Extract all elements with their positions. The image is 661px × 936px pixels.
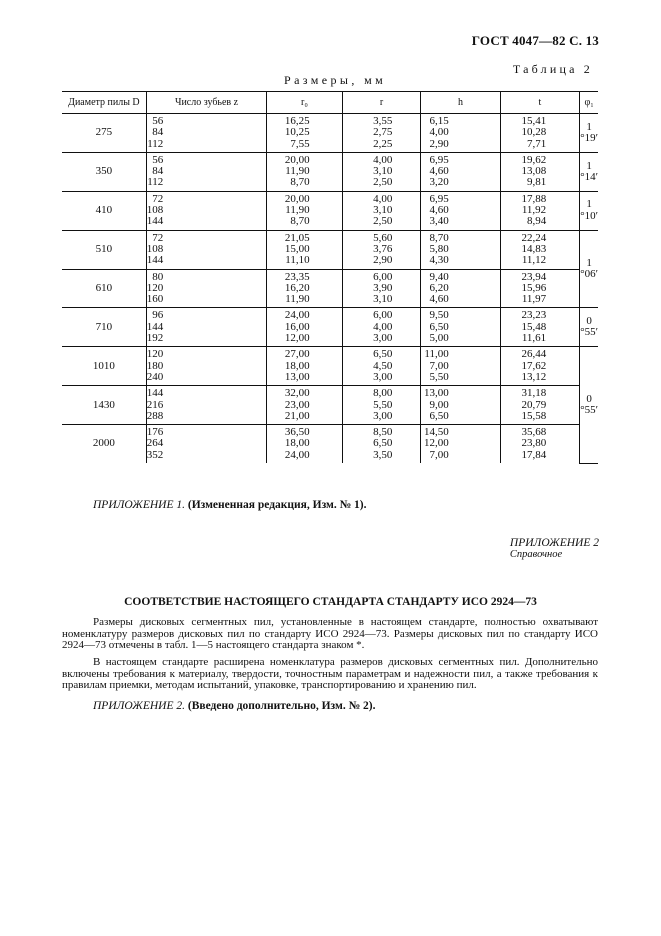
cell-value: 8,94 bbox=[526, 215, 547, 228]
cell-value: 3,10 bbox=[373, 204, 393, 217]
cell-value: 8,70 bbox=[429, 231, 449, 244]
cell-value: 4,00 bbox=[373, 153, 393, 166]
cell-value: 144 bbox=[146, 387, 164, 400]
cell-value: 10,28 bbox=[521, 126, 547, 139]
table-row bbox=[62, 425, 598, 463]
cell-value: 11,97 bbox=[521, 293, 547, 306]
cell-value: 56 bbox=[152, 115, 164, 127]
cell-value: 144 bbox=[146, 215, 164, 228]
cell-value: 23,80 bbox=[521, 437, 547, 450]
cell-value: 9,81 bbox=[526, 176, 547, 189]
cell-value: 13,08 bbox=[521, 165, 547, 178]
cell-r bbox=[342, 269, 421, 308]
cell-value: 13,12 bbox=[521, 370, 547, 383]
cell-value: 7,00 bbox=[429, 448, 449, 461]
cell-value: 21,00 bbox=[284, 409, 310, 422]
cell-value: 10,25 bbox=[284, 126, 310, 139]
cell-value: 4,00 bbox=[373, 192, 393, 205]
cell-value: 16,25 bbox=[284, 115, 310, 127]
cell-value: 216 bbox=[146, 398, 164, 411]
cell-value: 31,18 bbox=[521, 387, 547, 400]
cell-value: 3,50 bbox=[373, 448, 393, 461]
cell-value: 20,00 bbox=[284, 192, 310, 205]
cell-value: 7,55 bbox=[290, 137, 310, 150]
cell-r0 bbox=[267, 347, 342, 386]
cell-h bbox=[421, 152, 500, 191]
cell-value: 14,83 bbox=[521, 242, 547, 255]
col-header-phi: φ₁ bbox=[580, 92, 598, 114]
cell-diameter: 350 bbox=[62, 152, 146, 191]
cell-value: 4,60 bbox=[429, 204, 449, 217]
cell-value: 24,00 bbox=[284, 309, 310, 322]
col-header-t: t bbox=[500, 92, 579, 114]
cell-value: 9,00 bbox=[429, 398, 449, 411]
cell-value: 192 bbox=[146, 332, 164, 345]
cell-phi: 1 °19′ bbox=[580, 114, 598, 153]
cell-t bbox=[500, 230, 579, 269]
cell-value: 24,00 bbox=[284, 448, 310, 461]
paragraph-1: Размеры дисковых сегментных пил, установленные в настоящем стандарте, полностью охватывают номенклатуру размеров дисковых пил по стандарту ИСО 2924—73. Размеры дисковых пил по стандарту ИСО 2924—73 отмечены в табл. 1—5 настоящего стандарта знаком *. bbox=[62, 616, 598, 652]
cell-phi: 1 °14′ bbox=[580, 152, 598, 191]
cell-r bbox=[342, 386, 421, 425]
cell-phi: 0 °55′ bbox=[580, 347, 598, 463]
cell-value: 27,00 bbox=[284, 348, 310, 361]
cell-value: 16,20 bbox=[284, 281, 310, 294]
cell-value: 6,00 bbox=[373, 309, 393, 322]
cell-h bbox=[421, 347, 500, 386]
cell-value: 8,00 bbox=[373, 387, 393, 400]
cell-z bbox=[146, 230, 267, 269]
cell-value: 108 bbox=[146, 242, 164, 255]
cell-diameter: 1010 bbox=[62, 347, 146, 386]
cell-value: 14,50 bbox=[423, 426, 449, 439]
cell-value: 72 bbox=[152, 231, 164, 244]
cell-value: 4,50 bbox=[373, 359, 393, 372]
cell-value: 80 bbox=[152, 270, 164, 283]
table-row bbox=[62, 191, 598, 230]
cell-z bbox=[146, 308, 267, 347]
page-header: ГОСТ 4047—82 С. 13 bbox=[471, 33, 599, 48]
cell-value: 144 bbox=[146, 254, 164, 267]
cell-value: 264 bbox=[146, 437, 164, 450]
cell-value: 3,10 bbox=[373, 293, 393, 306]
cell-h bbox=[421, 386, 500, 425]
appendix2-note-text: (Введено дополнительно, Изм. № 2). bbox=[187, 700, 376, 712]
cell-h bbox=[421, 191, 500, 230]
cell-value: 96 bbox=[152, 309, 164, 322]
cell-r bbox=[342, 191, 421, 230]
cell-value: 15,96 bbox=[521, 281, 547, 294]
cell-r bbox=[342, 152, 421, 191]
cell-value: 3,10 bbox=[373, 165, 393, 178]
cell-value: 15,00 bbox=[284, 242, 310, 255]
cell-value: 6,95 bbox=[429, 192, 449, 205]
dimensions-table bbox=[62, 91, 598, 464]
cell-t bbox=[500, 152, 579, 191]
cell-value: 21,05 bbox=[284, 231, 310, 244]
cell-value: 5,50 bbox=[429, 370, 449, 383]
cell-h bbox=[421, 269, 500, 308]
cell-value: 11,92 bbox=[521, 204, 547, 217]
cell-value: 4,00 bbox=[373, 320, 393, 333]
cell-diameter: 1430 bbox=[62, 386, 146, 425]
cell-value: 35,68 bbox=[521, 426, 547, 439]
cell-value: 12,00 bbox=[284, 332, 310, 345]
cell-value: 3,00 bbox=[373, 332, 393, 345]
table-row bbox=[62, 269, 598, 308]
cell-value: 160 bbox=[146, 293, 164, 306]
cell-value: 9,40 bbox=[429, 270, 449, 283]
cell-value: 36,50 bbox=[284, 426, 310, 439]
cell-phi: 1 °06′ bbox=[580, 230, 598, 308]
cell-value: 7,00 bbox=[429, 359, 449, 372]
table-row bbox=[62, 230, 598, 269]
cell-value: 23,23 bbox=[521, 309, 547, 322]
cell-value: 22,24 bbox=[521, 231, 547, 244]
cell-value: 3,40 bbox=[429, 215, 449, 228]
cell-value: 11,10 bbox=[285, 254, 310, 267]
cell-value: 3,90 bbox=[373, 281, 393, 294]
cell-value: 2,90 bbox=[429, 137, 449, 150]
cell-value: 26,44 bbox=[521, 348, 547, 361]
appendix2-subtitle: Справочное bbox=[509, 549, 563, 560]
cell-z bbox=[146, 269, 267, 308]
table-row bbox=[62, 152, 598, 191]
cell-diameter: 710 bbox=[62, 308, 146, 347]
col-header-h: h bbox=[421, 92, 500, 114]
cell-phi: 1 °10′ bbox=[580, 191, 598, 230]
cell-t bbox=[500, 191, 579, 230]
cell-value: 13,00 bbox=[284, 370, 310, 383]
cell-value: 6,15 bbox=[429, 115, 449, 127]
cell-t bbox=[500, 114, 579, 153]
cell-r bbox=[342, 230, 421, 269]
cell-value: 5,00 bbox=[429, 332, 449, 345]
cell-h bbox=[421, 114, 500, 153]
cell-value: 288 bbox=[146, 409, 164, 422]
cell-value: 16,00 bbox=[284, 320, 310, 333]
cell-z bbox=[146, 425, 267, 463]
cell-value: 3,76 bbox=[373, 242, 393, 255]
cell-value: 20,00 bbox=[284, 153, 310, 166]
table-number: Таблица 2 bbox=[512, 62, 593, 76]
cell-diameter: 610 bbox=[62, 269, 146, 308]
cell-value: 6,50 bbox=[373, 348, 393, 361]
appendix2-heading bbox=[510, 537, 599, 560]
col-header-diameter: Диаметр пилы D bbox=[62, 92, 146, 114]
cell-value: 2,25 bbox=[373, 137, 393, 150]
paragraph-2: В настоящем стандарте расширена номенклатура размеров дисковых сегментных пил. Дополнительно включены требования к материалу, твердости, точностным параметрам и надежности пил, а также требования к правилам приемки, методам испытаний, упаковке, транспортированию и хранению пил. bbox=[62, 656, 598, 692]
cell-value: 11,90 bbox=[285, 204, 310, 217]
cell-value: 11,61 bbox=[521, 332, 547, 345]
cell-value: 7,71 bbox=[526, 137, 547, 150]
cell-value: 9,50 bbox=[429, 309, 449, 322]
col-header-r: r bbox=[342, 92, 421, 114]
cell-value: 108 bbox=[146, 204, 164, 217]
cell-value: 84 bbox=[152, 165, 164, 178]
cell-value: 120 bbox=[146, 348, 164, 361]
cell-z bbox=[146, 152, 267, 191]
cell-value: 6,50 bbox=[373, 437, 393, 450]
cell-value: 3,55 bbox=[373, 115, 393, 127]
cell-value: 112 bbox=[147, 176, 164, 189]
cell-value: 6,20 bbox=[429, 281, 449, 294]
table-row bbox=[62, 308, 598, 347]
cell-t bbox=[500, 425, 579, 463]
cell-r bbox=[342, 114, 421, 153]
cell-value: 84 bbox=[152, 126, 164, 139]
cell-value: 11,00 bbox=[424, 348, 449, 361]
cell-value: 4,00 bbox=[429, 126, 449, 139]
cell-value: 8,70 bbox=[290, 215, 310, 228]
cell-value: 23,00 bbox=[284, 398, 310, 411]
cell-r0 bbox=[267, 425, 342, 463]
cell-value: 3,00 bbox=[373, 370, 393, 383]
cell-r0 bbox=[267, 230, 342, 269]
cell-value: 6,00 bbox=[373, 270, 393, 283]
cell-r bbox=[342, 425, 421, 463]
cell-z bbox=[146, 386, 267, 425]
section-title: СООТВЕТСТВИЕ НАСТОЯЩЕГО СТАНДАРТА СТАНДАРТУ ИСО 2924—73 bbox=[124, 596, 537, 608]
table-row bbox=[62, 347, 598, 386]
appendix1-note bbox=[93, 499, 367, 511]
cell-h bbox=[421, 425, 500, 463]
cell-value: 72 bbox=[152, 192, 164, 205]
cell-value: 5,50 bbox=[373, 398, 393, 411]
cell-value: 17,62 bbox=[521, 359, 547, 372]
cell-value: 176 bbox=[146, 426, 164, 439]
cell-value: 13,00 bbox=[423, 387, 449, 400]
cell-t bbox=[500, 347, 579, 386]
cell-value: 3,00 bbox=[373, 409, 393, 422]
cell-z bbox=[146, 347, 267, 386]
cell-z bbox=[146, 114, 267, 153]
cell-diameter: 510 bbox=[62, 230, 146, 269]
cell-value: 56 bbox=[152, 153, 164, 166]
col-header-r0: r₀ bbox=[267, 92, 342, 114]
cell-value: 32,00 bbox=[284, 387, 310, 400]
cell-t bbox=[500, 308, 579, 347]
cell-value: 12,00 bbox=[423, 437, 449, 450]
cell-value: 15,41 bbox=[521, 115, 547, 127]
cell-value: 17,88 bbox=[521, 192, 547, 205]
cell-value: 180 bbox=[146, 359, 164, 372]
cell-h bbox=[421, 308, 500, 347]
cell-value: 5,60 bbox=[373, 231, 393, 244]
cell-value: 23,94 bbox=[521, 270, 547, 283]
cell-value: 240 bbox=[146, 370, 164, 383]
cell-value: 11,90 bbox=[285, 293, 310, 306]
cell-value: 2,75 bbox=[373, 126, 393, 139]
cell-r0 bbox=[267, 386, 342, 425]
cell-value: 5,80 bbox=[429, 242, 449, 255]
units-caption: Размеры, мм bbox=[284, 73, 387, 87]
col-header-teeth: Число зубьев z bbox=[146, 92, 267, 114]
cell-r0 bbox=[267, 308, 342, 347]
table-row bbox=[62, 114, 598, 153]
cell-diameter: 410 bbox=[62, 191, 146, 230]
cell-value: 20,79 bbox=[521, 398, 547, 411]
cell-value: 19,62 bbox=[521, 153, 547, 166]
cell-r0 bbox=[267, 114, 342, 153]
appendix1-note-prefix: ПРИЛОЖЕНИЕ 1. bbox=[93, 499, 185, 511]
cell-value: 23,35 bbox=[284, 270, 310, 283]
cell-r bbox=[342, 308, 421, 347]
cell-value: 4,60 bbox=[429, 165, 449, 178]
cell-r0 bbox=[267, 191, 342, 230]
cell-value: 2,50 bbox=[373, 176, 393, 189]
appendix2-note bbox=[93, 700, 375, 712]
cell-t bbox=[500, 269, 579, 308]
cell-value: 144 bbox=[146, 320, 164, 333]
cell-value: 4,30 bbox=[429, 254, 449, 267]
cell-value: 8,50 bbox=[373, 426, 393, 439]
table-header-row bbox=[62, 92, 598, 114]
cell-value: 15,48 bbox=[521, 320, 547, 333]
appendix2-note-prefix: ПРИЛОЖЕНИЕ 2. bbox=[93, 700, 185, 712]
cell-r bbox=[342, 347, 421, 386]
cell-value: 112 bbox=[147, 137, 164, 150]
cell-value: 120 bbox=[146, 281, 164, 294]
cell-value: 8,70 bbox=[290, 176, 310, 189]
cell-r0 bbox=[267, 269, 342, 308]
cell-r0 bbox=[267, 152, 342, 191]
cell-phi: 0 °55′ bbox=[580, 308, 598, 347]
cell-t bbox=[500, 386, 579, 425]
cell-value: 6,95 bbox=[429, 153, 449, 166]
cell-value: 18,00 bbox=[284, 437, 310, 450]
cell-diameter: 2000 bbox=[92, 437, 115, 450]
cell-diameter: 275 bbox=[62, 114, 146, 153]
cell-value: 11,90 bbox=[285, 165, 310, 178]
cell-value: 6,50 bbox=[429, 409, 449, 422]
cell-value: 352 bbox=[146, 448, 164, 461]
cell-value: 17,84 bbox=[521, 448, 547, 461]
cell-z bbox=[146, 191, 267, 230]
cell-value: 3,20 bbox=[429, 176, 449, 189]
cell-value: 11,12 bbox=[521, 254, 547, 267]
cell-value: 2,90 bbox=[373, 254, 393, 267]
table-row bbox=[62, 386, 598, 425]
cell-value: 2,50 bbox=[373, 215, 393, 228]
cell-value: 15,58 bbox=[521, 409, 547, 422]
appendix2-title: ПРИЛОЖЕНИЕ 2 bbox=[509, 537, 599, 549]
cell-value: 18,00 bbox=[284, 359, 310, 372]
appendix1-note-text: (Измененная редакция, Изм. № 1). bbox=[187, 499, 367, 511]
cell-value: 6,50 bbox=[429, 320, 449, 333]
cell-value: 4,60 bbox=[429, 293, 449, 306]
cell-h bbox=[421, 230, 500, 269]
